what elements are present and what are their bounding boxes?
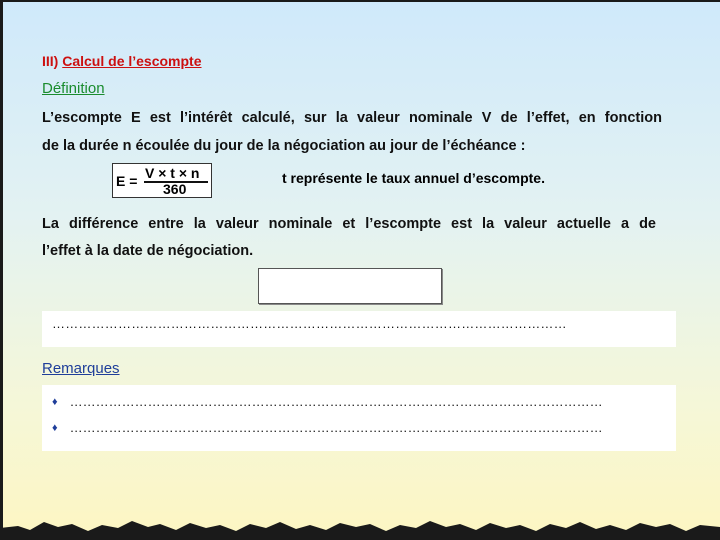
remarks-heading: Remarques: [42, 360, 120, 377]
diamond-bullet-icon: ♦: [52, 396, 58, 408]
diamond-bullet-icon: ♦: [52, 422, 58, 434]
formula-box: [112, 163, 212, 198]
rate-note: t représente le taux annuel d’escompte.: [282, 170, 545, 186]
fill-in-line[interactable]: ………………………………………………………………………………………………………: [52, 316, 567, 331]
top-border: [0, 0, 720, 2]
remark-item-1-text: ……………………………………………………………………………………………………………: [69, 394, 603, 409]
definition-line-1: L’escompte E est l’intérêt calculé, sur la valeur nominale V de l’effet, en fonction: [42, 110, 662, 126]
section-title-text: Calcul de l’escompte: [62, 53, 202, 69]
remark-item-2[interactable]: [52, 420, 603, 435]
formula-numerator: V × t × n: [145, 165, 200, 181]
fill-in-line-box: [42, 311, 676, 347]
remark-item-1[interactable]: [52, 394, 603, 409]
remark-item-2-text: ……………………………………………………………………………………………………………: [69, 420, 603, 435]
remarks-box: [42, 385, 676, 451]
formula-denominator: 360: [163, 181, 187, 197]
definition-line-2: de la durée n écoulée du jour de la négociation au jour de l’échéance :: [42, 138, 526, 154]
paragraph-2-line-1: La différence entre la valeur nominale et l’escompte est la valeur actuelle a de: [42, 216, 656, 232]
ground-silhouette: [0, 500, 720, 540]
section-number: III): [42, 53, 59, 69]
formula-lhs: E =: [116, 173, 138, 189]
definition-heading: Définition: [42, 80, 105, 97]
paragraph-2-line-2: l’effet à la date de négociation.: [42, 243, 254, 259]
answer-box[interactable]: [258, 268, 442, 304]
section-title: [42, 53, 202, 69]
left-border: [0, 0, 3, 540]
